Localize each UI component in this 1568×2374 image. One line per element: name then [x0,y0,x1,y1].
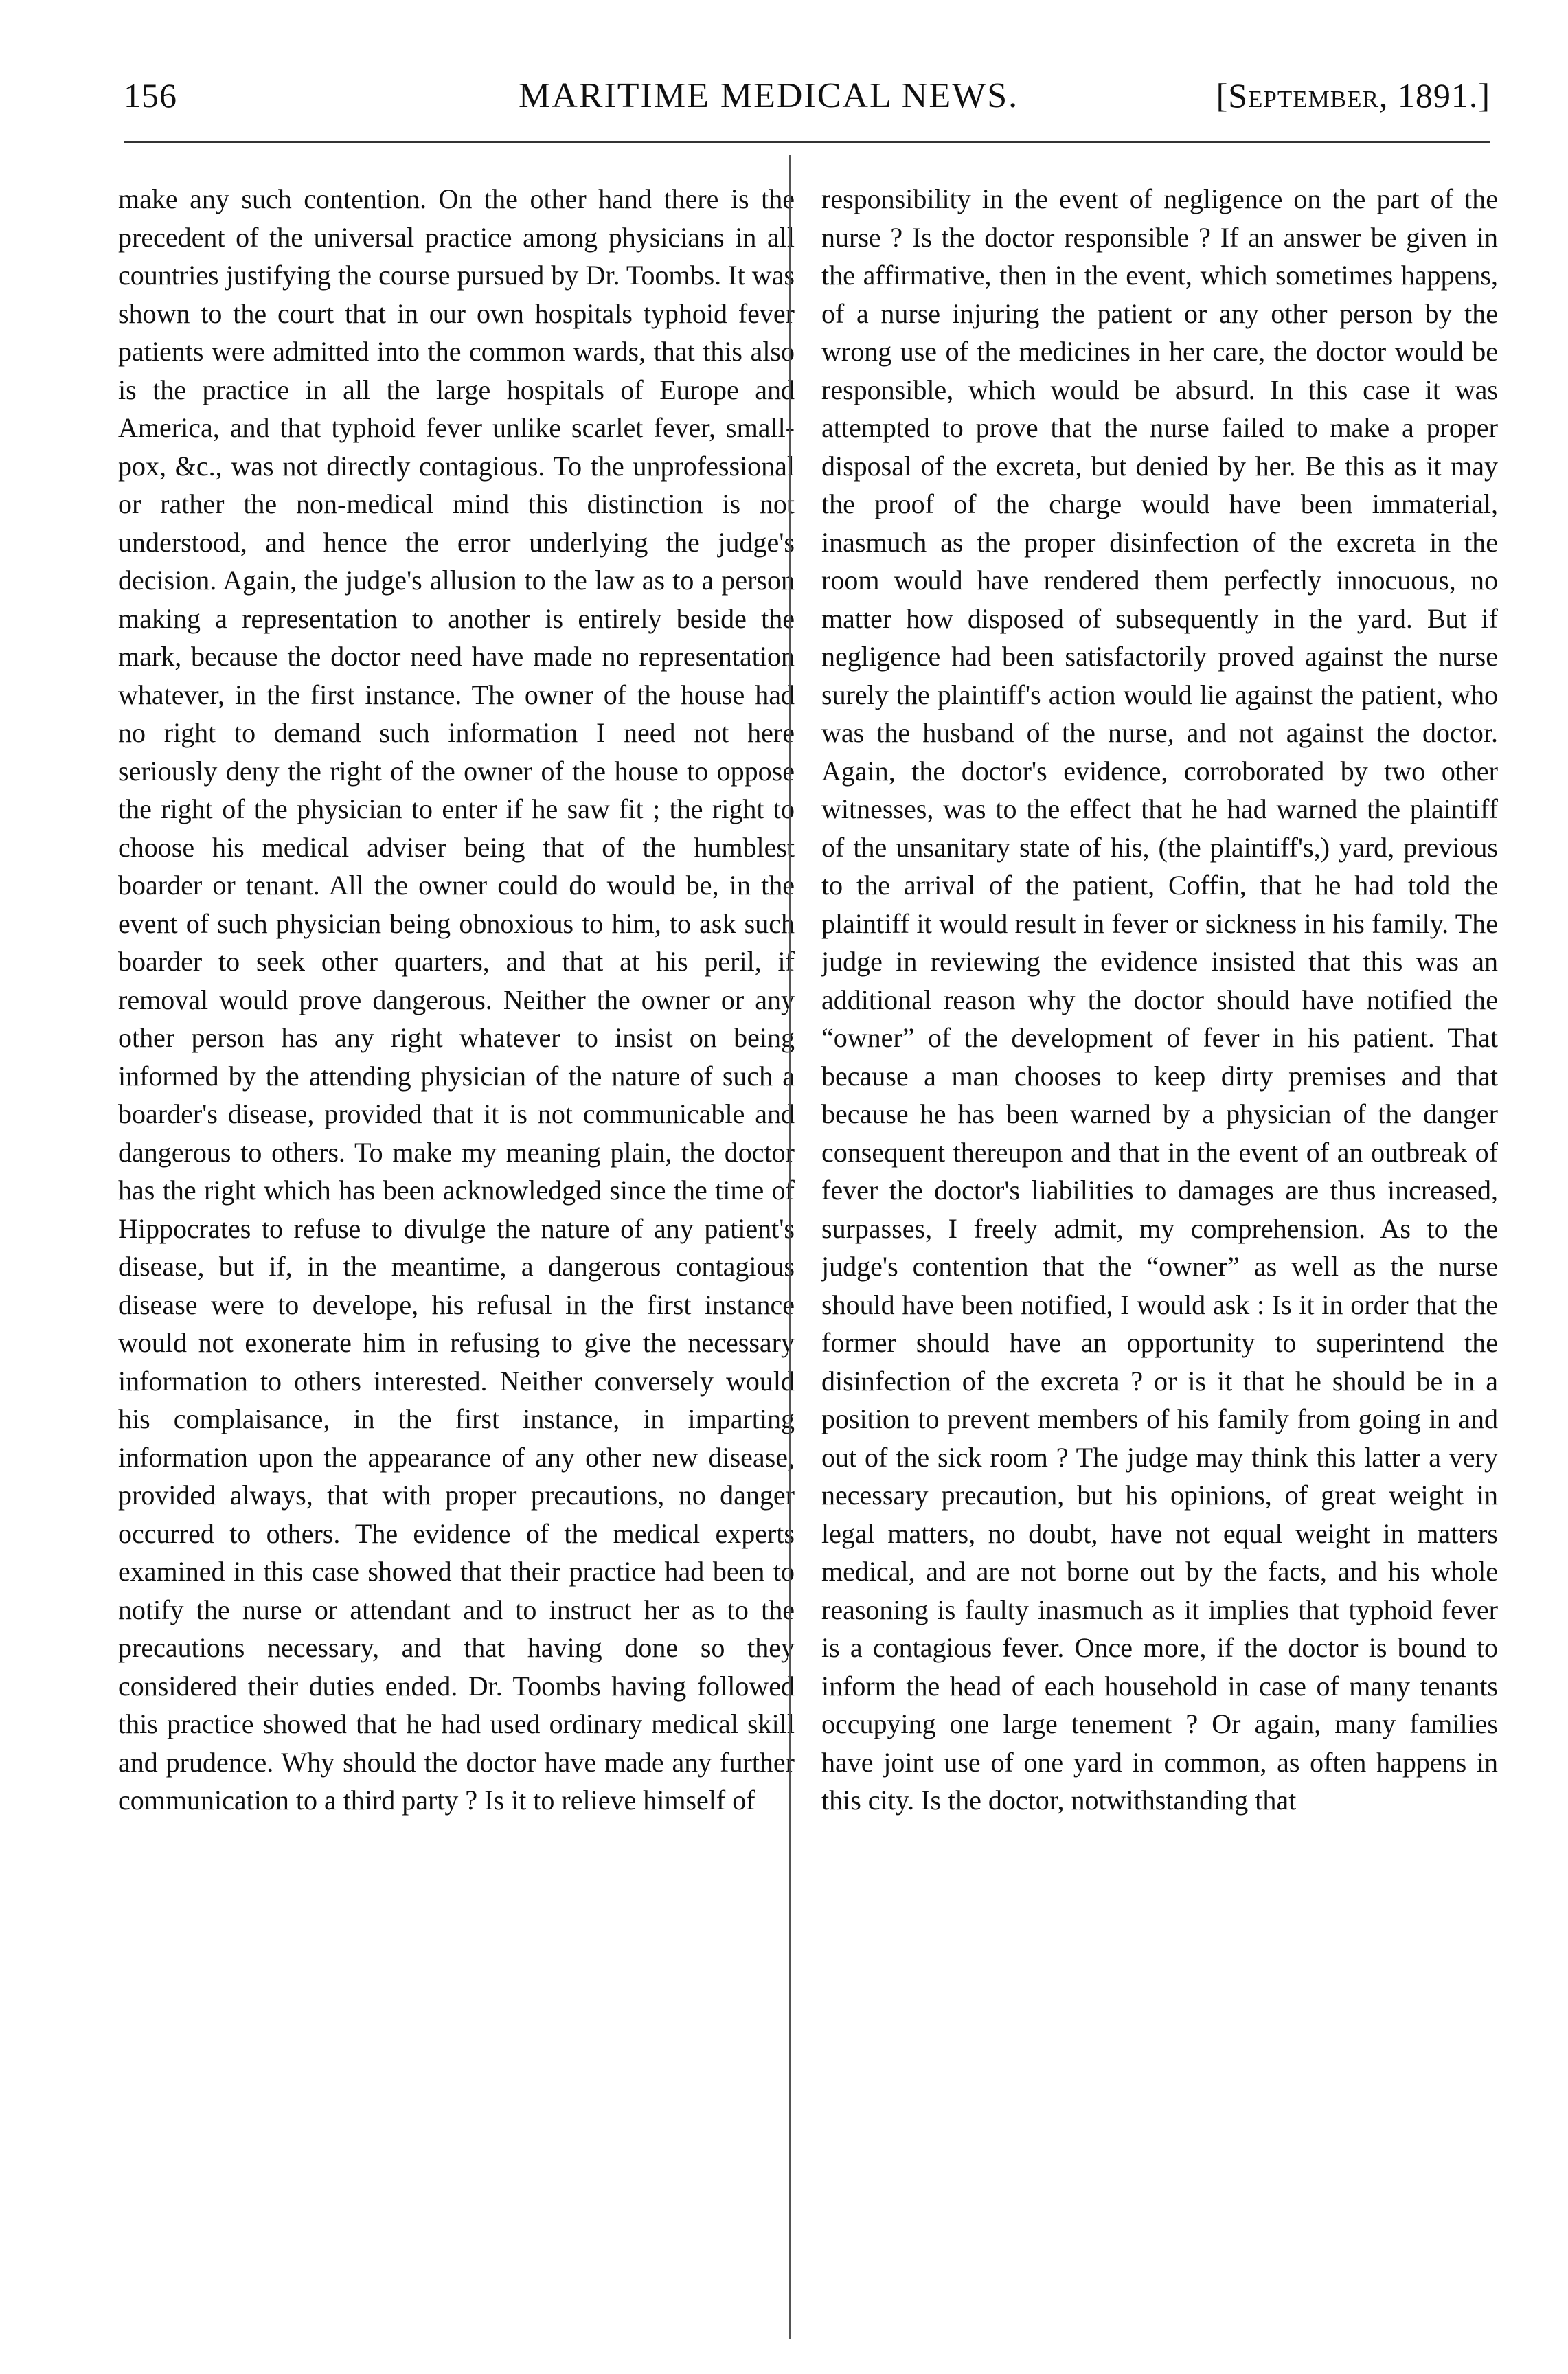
column-divider [789,155,791,2339]
right-column [821,180,1498,2351]
header-rule [124,141,1490,143]
page-number: 156 [124,76,177,115]
running-header [124,76,1490,131]
issue-date: [September, 1891.] [1216,76,1490,115]
left-column [118,180,795,2351]
right-column-text: responsibility in the event of negligence on the part of the nurse ? Is the doctor responsible ? If an answer be given in the affirmative, then in the event, which sometimes happens, of a nurse injuring the patient or any other person by the wrong use of the medicines in her care, the doctor would be responsible, which would be absurd. In this case it was attempted to prove that the nurse failed to make a proper disposal of the excreta, but denied by her. Be this as it may the proof of the charge would have been immaterial, inasmuch as the proper disinfection of the excreta in the room would have rendered them perfectly innocuous, no matter how disposed of subsequently in the yard. But if negligence had been satisfactorily proved against the nurse surely the plaintiff's action would lie against the patient, who was the husband of the nurse, and not against the doctor. Again, the doctor's evidence, corroborated by two other witnesses, was to the effect that he had warned the plaintiff of the unsanitary state of his, (the plaintiff's,) yard, previous to the arrival of the patient, Coffin, that he had told the plaintiff it would result in fever or sickness in his family. The judge in reviewing the evidence insisted that this was an additional reason why the doctor should have notified the “owner” of the development of fever in his patient. That because a man chooses to keep dirty premises and that because he has been warned by a physician of the danger consequent thereupon and that in the event of an outbreak of fever the doctor's liabilities to damages are thus increased, surpasses, I freely admit, my comprehension. As to the judge's contention that the “owner” as well as the nurse should have been notified, I would ask : Is it in order that the former should have an opportunity to superintend the disinfection of the excreta ? or is it that he should be in a position to prevent members of his family from going in and out of the sick room ? The judge may think this latter a very necessary precaution, but his opinions, of great weight in legal matters, no doubt, have not equal weight in matters medical, and are not borne out by the facts, and his whole reasoning is faulty inasmuch as it implies that typhoid fever is a contagious fever. Once more, if the doctor is bound to inform the head of each household in case of many tenants occupying one large tenement ? Or again, many families have joint use of one yard in common, as often happens in this city. Is the doctor, notwithstanding that [821,183,1498,1816]
journal-title: MARITIME MEDICAL NEWS. [519,76,1019,115]
left-column-text: make any such contention. On the other hand there is the precedent of the universal practice among physicians in all countries justifying the course pursued by Dr. Toombs. It was shown to the court that in our own hospitals typhoid fever patients were admitted into the common wards, that this also is the practice in all the large hospitals of Europe and America, and that typhoid fever unlike scarlet fever, small-pox, &c., was not directly contagious. To the unprofessional or rather the non-medical mind this distinction is not understood, and hence the error underlying the judge's decision. Again, the judge's allusion to the law as to a person making a representation to another is entirely beside the mark, because the doctor need have made no representation whatever, in the first instance. The owner of the house had no right to demand such information I need not here seriously deny the right of the owner of the house to oppose the right of the physician to enter if he saw fit ; the right to choose his medical adviser being that of the humblest boarder or tenant. All the owner could do would be, in the event of such physician being obnoxious to him, to ask such boarder to seek other quarters, and that at his peril, if removal would prove dangerous. Neither the owner or any other person has any right whatever to insist on being informed by the attending physician of the nature of such a boarder's disease, provided that it is not communicable and dangerous to others. To make my meaning plain, the doctor has the right which has been acknowledged since the time of Hippocrates to refuse to divulge the nature of any patient's disease, but if, in the meantime, a dangerous contagious disease were to develope, his refusal in the first instance would not exonerate him in refusing to give the necessary information to others interested. Neither conversely would his complaisance, in the first instance, in imparting information upon the appearance of any other new disease, provided always, that with proper precautions, no danger occurred to others. The evidence of the medical experts examined in this case showed that their practice had been to notify the nurse or attendant and to instruct her as to the precautions necessary, and that having done so they considered their duties ended. Dr. Toombs having followed this practice showed that he had used ordinary medical skill and prudence. Why should the doctor have made any further communication to a third party ? Is it to relieve himself of [118,183,795,1816]
